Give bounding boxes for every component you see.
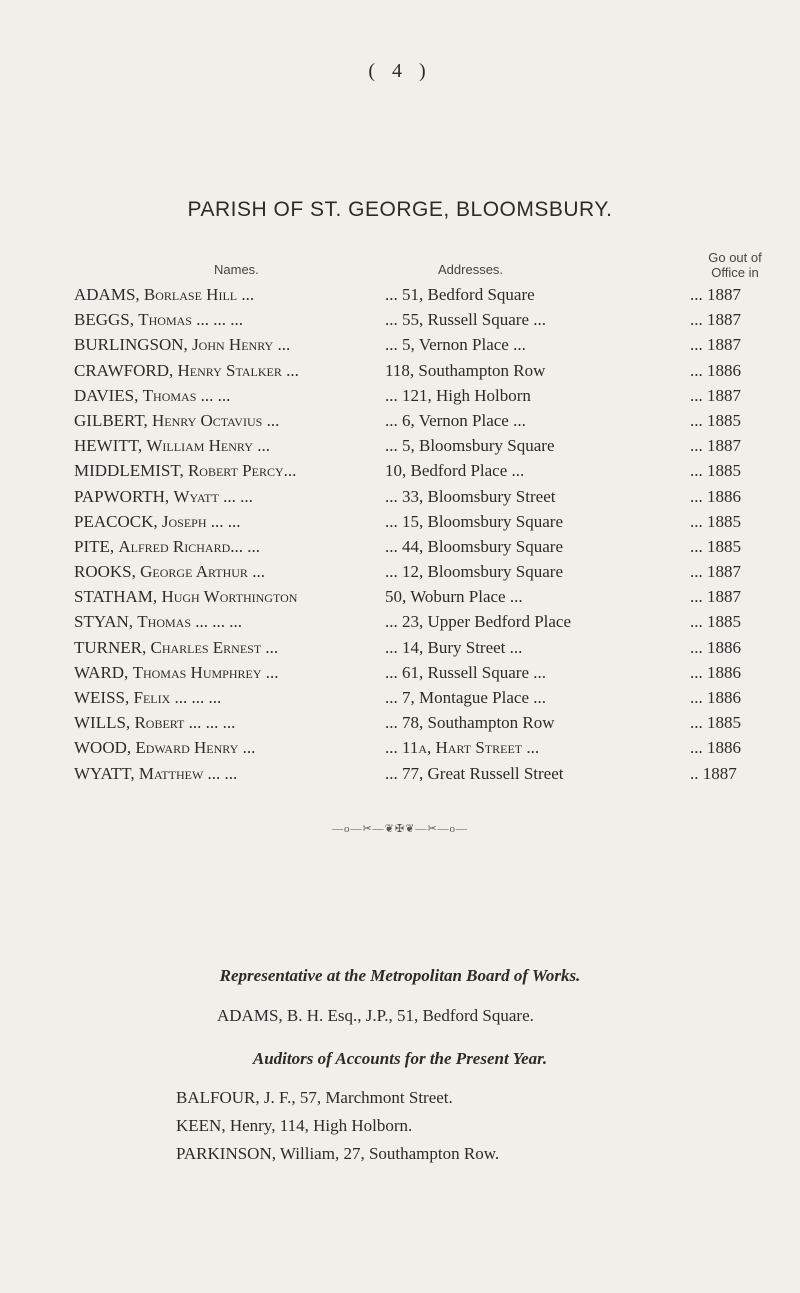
table-row <box>0 487 800 512</box>
member-name: WILLS, Robert ... ... ... <box>74 713 236 733</box>
member-year: ... 1886 <box>690 360 741 380</box>
member-name: CRAWFORD, Henry Stalker ... <box>74 360 299 380</box>
table-row <box>0 386 800 411</box>
member-year: ... 1887 <box>690 335 741 355</box>
member-year: ... 1887 <box>690 285 741 304</box>
member-name: ADAMS, Borlase Hill ... <box>74 285 255 304</box>
member-name: MIDDLEMIST, Robert Percy... <box>74 461 297 481</box>
table-row <box>0 461 800 486</box>
member-address: ... 6, Vernon Place ... <box>385 410 526 430</box>
page-title: PARISH OF ST. GEORGE, BLOOMSBURY. <box>187 198 613 221</box>
member-address: ... 15, Bloomsbury Square <box>385 511 564 531</box>
table-row <box>0 713 800 738</box>
member-year: ... 1886 <box>690 662 741 682</box>
member-address: ... 11a, Hart Street ... <box>385 738 540 758</box>
member-address: ... 121, High Holborn <box>385 385 531 405</box>
table-row <box>0 335 800 360</box>
member-name: HEWITT, William Henry ... <box>74 436 270 456</box>
table-row <box>0 411 800 436</box>
member-year: ... 1885 <box>690 536 741 556</box>
member-name: BEGGS, Thomas ... ... ... <box>74 310 243 330</box>
member-year: ... 1887 <box>690 436 741 456</box>
member-year: ... 1885 <box>690 713 741 733</box>
member-address: ... 44, Bloomsbury Square <box>385 536 564 556</box>
table-row <box>0 285 800 310</box>
member-address: ... 5, Vernon Place ... <box>385 335 526 355</box>
representative-entry: ADAMS, B. H. Esq., J.P., 51, Bedford Square. <box>217 1006 534 1025</box>
member-address: ... 23, Upper Bedford Place <box>385 612 572 632</box>
table-row <box>0 512 800 537</box>
member-address: ... 51, Bedford Square <box>385 285 535 304</box>
representative-heading: Representative at the Metropolitan Board of Works. <box>219 966 581 985</box>
member-name: PITE, Alfred Richard... ... <box>74 536 261 556</box>
member-name: TURNER, Charles Ernest ... <box>74 637 279 657</box>
ornamental-divider: —o—✂—❦✠❦—✂—o— <box>331 823 469 835</box>
member-name: DAVIES, Thomas ... ... <box>74 385 231 405</box>
member-address: 10, Bedford Place ... <box>385 461 525 481</box>
member-name: STYAN, Thomas ... ... ... <box>74 612 243 632</box>
member-year: ... 1887 <box>690 562 741 582</box>
member-address: ... 33, Bloomsbury Street <box>385 486 556 506</box>
member-name: PAPWORTH, Wyatt ... ... <box>74 486 253 506</box>
member-address: ... 77, Great Russell Street <box>385 763 564 783</box>
table-row <box>0 612 800 637</box>
member-name: PEACOCK, Joseph ... ... <box>74 511 241 531</box>
auditors-heading: Auditors of Accounts for the Present Year. <box>252 1049 548 1068</box>
auditor-entry: PARKINSON, William, 27, Southampton Row. <box>176 1144 500 1163</box>
member-address: 118, Southampton Row <box>385 360 546 380</box>
table-row <box>0 436 800 461</box>
table-row <box>0 663 800 688</box>
table-row <box>0 738 800 763</box>
member-year: ... 1886 <box>690 486 741 506</box>
table-row <box>0 764 800 789</box>
member-address: ... 7, Montague Place ... <box>385 688 546 707</box>
member-year: ... 1887 <box>690 587 741 607</box>
page-number: ( 4 ) <box>368 60 432 82</box>
column-header-office-line2: Office in <box>711 265 759 280</box>
member-name: WYATT, Matthew ... ... <box>74 763 238 783</box>
table-row <box>0 688 800 713</box>
member-address: ... 55, Russell Square ... <box>385 310 547 330</box>
member-address: ... 12, Bloomsbury Square <box>385 562 564 582</box>
member-name: BURLINGSON, John Henry ... <box>74 335 291 355</box>
member-address: ... 61, Russell Square ... <box>385 662 547 682</box>
table-row <box>0 361 800 386</box>
member-name: WARD, Thomas Humphrey ... <box>74 662 279 682</box>
table-row <box>0 562 800 587</box>
member-year: ... 1887 <box>690 385 741 405</box>
member-year: ... 1885 <box>690 461 741 481</box>
member-name: STATHAM, Hugh Worthington <box>74 587 298 607</box>
member-year: ... 1886 <box>690 688 741 707</box>
member-year: ... 1885 <box>690 511 741 531</box>
auditor-entry: BALFOUR, J. F., 57, Marchmont Street. <box>176 1088 453 1107</box>
column-header-office-line1: Go out of <box>708 250 762 265</box>
table-row <box>0 537 800 562</box>
column-header-addresses: Addresses. <box>438 262 504 277</box>
member-address: ... 5, Bloomsbury Square <box>385 436 555 456</box>
member-name: WEISS, Felix ... ... ... <box>74 688 222 707</box>
member-year: ... 1885 <box>690 410 741 430</box>
member-year: .. 1887 <box>690 763 737 783</box>
member-year: ... 1887 <box>690 310 741 330</box>
member-year: ... 1885 <box>690 612 741 632</box>
member-address: ... 78, Southampton Row <box>385 713 555 733</box>
auditor-entry: KEEN, Henry, 114, High Holborn. <box>176 1116 413 1135</box>
member-name: ROOKS, George Arthur ... <box>74 562 265 582</box>
table-row <box>0 587 800 612</box>
member-name: WOOD, Edward Henry ... <box>74 738 256 758</box>
member-list <box>0 285 800 789</box>
member-address: ... 14, Bury Street ... <box>385 637 523 657</box>
member-address: 50, Woburn Place ... <box>385 587 523 607</box>
member-name: GILBERT, Henry Octavius ... <box>74 410 280 430</box>
member-year: ... 1886 <box>690 637 741 657</box>
table-row <box>0 310 800 335</box>
column-header-names: Names. <box>214 262 259 277</box>
column-header-office <box>690 250 780 280</box>
member-year: ... 1886 <box>690 738 741 758</box>
table-row <box>0 638 800 663</box>
